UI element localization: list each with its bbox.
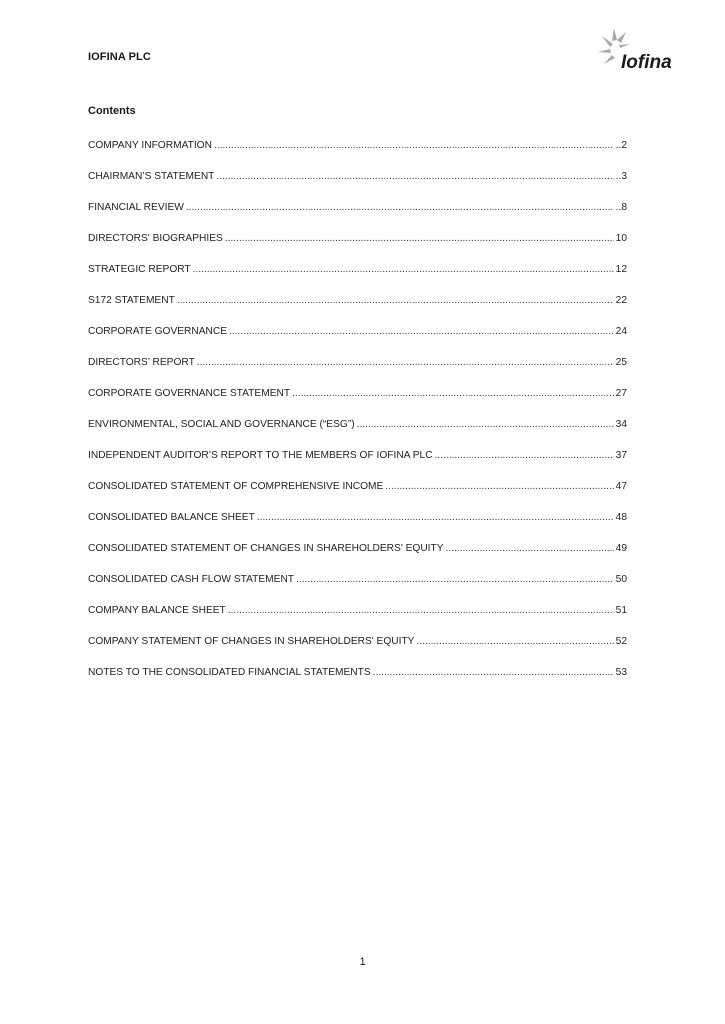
toc-entry-title: STRATEGIC REPORT: [88, 264, 191, 275]
toc-entry-title: CONSOLIDATED STATEMENT OF COMPREHENSIVE INCOME: [88, 481, 384, 492]
toc-entry-page: 52: [615, 636, 627, 647]
toc-entry: [88, 139, 627, 170]
toc-entry: [88, 294, 627, 325]
contents-heading: Contents: [88, 105, 136, 117]
toc-entry-title: CONSOLIDATED STATEMENT OF CHANGES IN SHAREHOLDERS' EQUITY: [88, 543, 444, 554]
toc-leader: [357, 418, 614, 431]
toc-leader: [193, 263, 614, 276]
toc-entry-title: FINANCIAL REVIEW: [88, 202, 184, 213]
toc-leader: [225, 232, 614, 245]
toc-entry-page: ..3: [615, 171, 627, 182]
iofina-logo-icon: [596, 26, 694, 72]
toc-leader: [373, 666, 614, 679]
toc-entry-page: 37: [615, 450, 627, 461]
toc-leader: [214, 139, 614, 152]
toc-entry-page: 47: [615, 481, 627, 492]
toc-entry: [88, 170, 627, 201]
toc-entry-page: ..2: [615, 140, 627, 151]
toc-entry: [88, 511, 627, 542]
toc-entry: [88, 573, 627, 604]
toc-entry-title: ENVIRONMENTAL, SOCIAL AND GOVERNANCE (“ESG”): [88, 419, 355, 430]
toc-leader: [435, 449, 614, 462]
toc-leader: [257, 511, 614, 524]
toc-entry: [88, 201, 627, 232]
toc-entry-title: COMPANY BALANCE SHEET: [88, 605, 226, 616]
toc-entry-title: CHAIRMAN’S STATEMENT: [88, 171, 215, 182]
toc-entry-page: 10: [615, 233, 627, 244]
toc-entry: [88, 418, 627, 449]
company-name: IOFINA PLC: [88, 51, 151, 63]
toc-entry-page: 51: [615, 605, 627, 616]
toc-entry-page: 12: [615, 264, 627, 275]
toc-leader: [292, 387, 614, 400]
toc-entry-page: 50: [615, 574, 627, 585]
toc-entry-title: NOTES TO THE CONSOLIDATED FINANCIAL STATEMENTS: [88, 667, 371, 678]
toc-entry-page: 27: [615, 388, 627, 399]
toc-entry: [88, 263, 627, 294]
logo-wordmark: Iofina: [621, 52, 672, 72]
toc-leader: [228, 604, 614, 617]
toc-entry-title: COMPANY STATEMENT OF CHANGES IN SHAREHOLDERS' EQUITY: [88, 636, 415, 647]
toc-entry-title: COMPANY INFORMATION: [88, 140, 212, 151]
toc-entry-title: CONSOLIDATED CASH FLOW STATEMENT: [88, 574, 295, 585]
toc-leader: [416, 635, 613, 648]
toc-entry-page: 24: [615, 326, 627, 337]
toc-entry-title: S172 STATEMENT: [88, 295, 175, 306]
toc-leader: [177, 294, 614, 307]
toc-entry-title: DIRECTORS’ REPORT: [88, 357, 195, 368]
toc-leader: [216, 170, 613, 183]
toc-entry: [88, 480, 627, 511]
toc-entry-title: DIRECTORS' BIOGRAPHIES: [88, 233, 223, 244]
toc-leader: [186, 201, 614, 214]
toc-leader: [229, 325, 614, 338]
toc-leader: [385, 480, 613, 493]
toc-entry-page: 48: [615, 512, 627, 523]
toc-entry: [88, 449, 627, 480]
toc-entry: [88, 666, 627, 697]
toc-leader: [296, 573, 614, 586]
toc-entry-page: 22: [615, 295, 627, 306]
toc-entry: [88, 542, 627, 573]
toc-entry-page: 53: [615, 667, 627, 678]
toc-entry: [88, 604, 627, 635]
page-number: 1: [359, 956, 366, 968]
toc-entry-title: CORPORATE GOVERNANCE: [88, 326, 228, 337]
toc-leader: [446, 542, 614, 555]
toc-entry-page: 49: [615, 543, 627, 554]
table-of-contents: [88, 139, 627, 697]
toc-entry: [88, 232, 627, 263]
toc-entry-title: CONSOLIDATED BALANCE SHEET: [88, 512, 255, 523]
toc-entry-title: INDEPENDENT AUDITOR’S REPORT TO THE MEMBERS OF IOFINA PLC: [88, 450, 433, 461]
toc-leader: [197, 356, 614, 369]
toc-entry-page: 34: [615, 419, 627, 430]
toc-entry: [88, 356, 627, 387]
toc-entry: [88, 325, 627, 356]
toc-entry: [88, 387, 627, 418]
toc-entry-page: 25: [615, 357, 627, 368]
toc-entry-page: ..8: [615, 202, 627, 213]
toc-entry-title: CORPORATE GOVERNANCE STATEMENT: [88, 388, 291, 399]
toc-entry: [88, 635, 627, 666]
